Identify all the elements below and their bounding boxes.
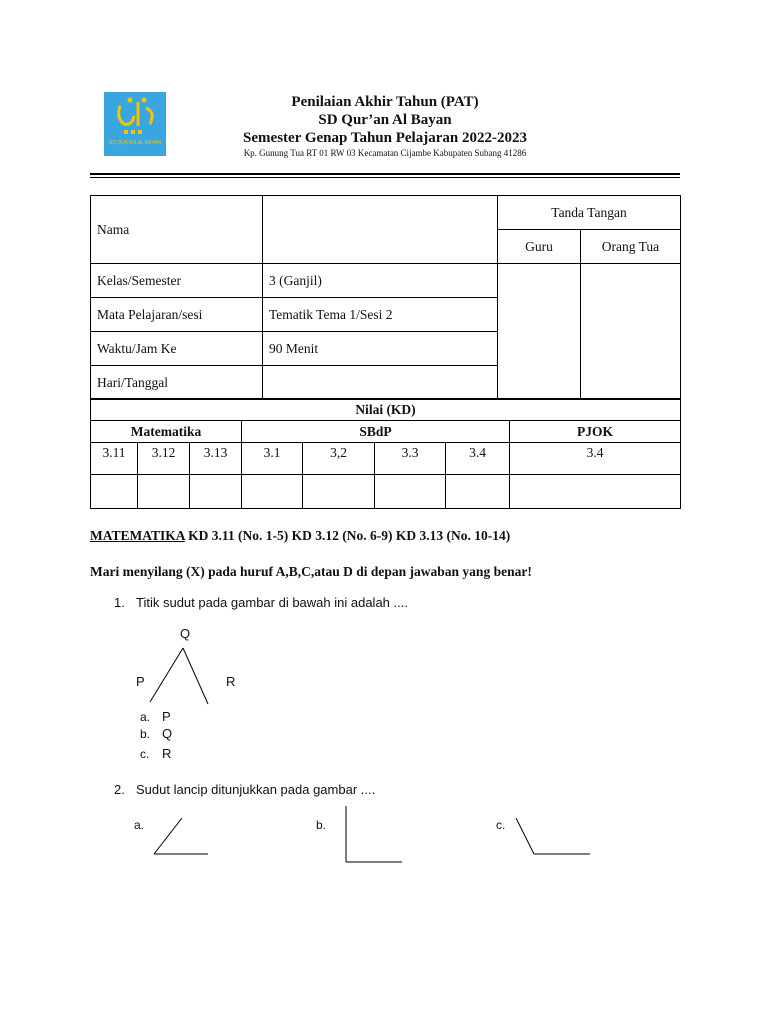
subject-value: Tematik Tema 1/Sesi 2: [263, 298, 498, 332]
acute-angle-figure[interactable]: [150, 814, 214, 860]
kd-cell: 3.1: [242, 443, 303, 475]
obtuse-angle-figure[interactable]: [512, 816, 596, 860]
logo-background: [104, 92, 166, 156]
score-title: Nilai (KD): [91, 399, 681, 421]
name-label: Nama: [91, 196, 263, 264]
time-label: Waktu/Jam Ke: [91, 332, 263, 366]
signature-header: Tanda Tangan: [498, 196, 681, 230]
option-text[interactable]: R: [162, 746, 172, 761]
score-input-cell[interactable]: [446, 475, 510, 509]
score-input-cell[interactable]: [375, 475, 446, 509]
kd-cell: 3.12: [138, 443, 190, 475]
time-value: 90 Menit: [263, 332, 498, 366]
kd-cell: 3.4: [446, 443, 510, 475]
kd-cell: 3.3: [375, 443, 446, 475]
question-1-text: Titik sudut pada gambar di bawah ini adalah ....: [136, 595, 408, 610]
date-field[interactable]: [263, 366, 498, 400]
score-input-cell[interactable]: [303, 475, 375, 509]
option-letter: c.: [140, 747, 150, 761]
figure-label-q: Q: [180, 626, 191, 641]
section-heading: [90, 528, 510, 544]
group-pjok: PJOK: [510, 421, 681, 443]
score-input-cell[interactable]: [91, 475, 138, 509]
exam-title: Penilaian Akhir Tahun (PAT): [291, 94, 479, 110]
question-2-text: Sudut lancip ditunjukkan pada gambar ....: [136, 782, 376, 797]
option-letter: b.: [140, 727, 151, 741]
figure-option-a-label: a.: [134, 818, 145, 832]
instruction: Mari menyilang (X) pada huruf A,B,C,atau D di depan jawaban yang benar!: [90, 564, 532, 579]
score-input-cell[interactable]: [510, 475, 681, 509]
class-value: 3 (Ganjil): [263, 264, 498, 298]
figure-label-r: R: [226, 674, 236, 689]
logo-text: SD QUR'AN AL BAYAN: [109, 140, 161, 146]
kd-cell: 3.11: [91, 443, 138, 475]
kd-cell: 3,2: [303, 443, 375, 475]
parent-signature-box[interactable]: [581, 264, 681, 400]
score-input-cell[interactable]: [190, 475, 242, 509]
score-input-cell[interactable]: [242, 475, 303, 509]
name-field[interactable]: [263, 196, 498, 264]
question-2-number: 2.: [114, 782, 125, 797]
class-label: Kelas/Semester: [91, 264, 263, 298]
angle-arm-left: [150, 648, 183, 702]
student-info-table: [90, 195, 681, 400]
school-logo: [104, 92, 166, 156]
date-label: Hari/Tanggal: [91, 366, 263, 400]
group-sbdp: SBdP: [242, 421, 510, 443]
right-angle-figure[interactable]: [340, 804, 410, 866]
header-rule-thin: [90, 177, 680, 178]
group-matematika: Matematika: [91, 421, 242, 443]
option-text[interactable]: P: [162, 709, 171, 724]
score-table: [90, 398, 681, 509]
angle-arm-right: [183, 648, 208, 704]
school-address: Kp. Gunung Tua RT 01 RW 03 Kecamatan Cijambe Kabupaten Subang 41286: [243, 148, 527, 158]
option-text[interactable]: Q: [162, 726, 173, 741]
figure-option-b-label: b.: [316, 818, 327, 832]
figure-option-c-label: c.: [496, 818, 506, 832]
question-1-number: 1.: [114, 595, 125, 610]
teacher-signature-box[interactable]: [498, 264, 581, 400]
parent-signature-label: Orang Tua: [581, 230, 681, 264]
teacher-signature-label: Guru: [498, 230, 581, 264]
kd-cell: 3.4: [510, 443, 681, 475]
option-letter: a.: [140, 710, 151, 724]
section-kd: KD 3.11 (No. 1-5) KD 3.12 (No. 6-9) KD 3.13 (No. 10-14): [184, 528, 511, 543]
subject-label: Mata Pelajaran/sesi: [91, 298, 263, 332]
school-name: SD Qur’an Al Bayan: [318, 112, 452, 128]
angle-figure-pqr: [140, 640, 220, 710]
header-rule-thick: [90, 173, 680, 175]
section-subject: MATEMATIKA: [90, 528, 185, 543]
kd-cell: 3.13: [190, 443, 242, 475]
figure-label-p: P: [136, 674, 145, 689]
score-input-cell[interactable]: [138, 475, 190, 509]
semester-title: Semester Genap Tahun Pelajaran 2022-2023: [243, 130, 527, 146]
